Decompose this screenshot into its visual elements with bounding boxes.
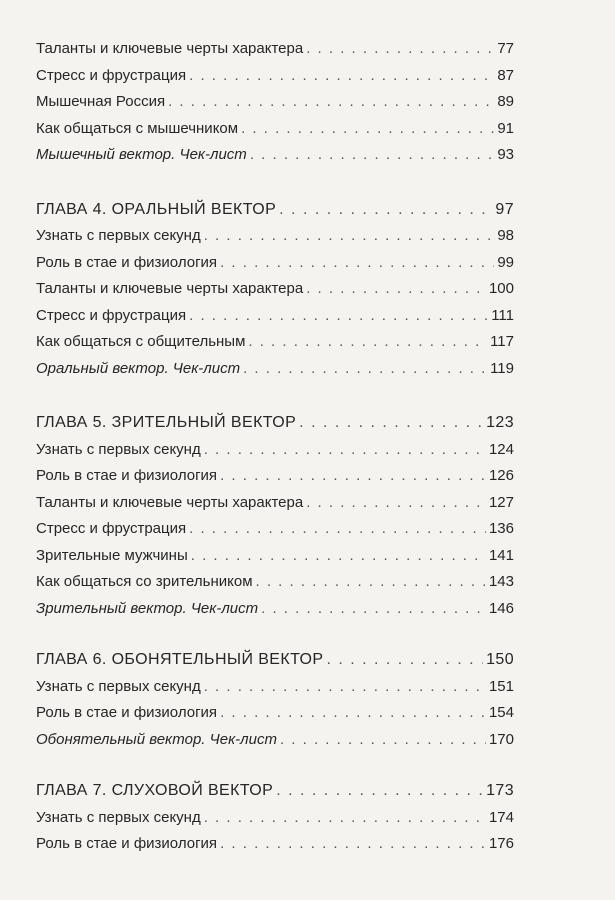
toc-entry-page: 126 xyxy=(488,467,514,484)
toc-entry-title: Как общаться со зрительником xyxy=(36,573,253,590)
toc-entry-page: 146 xyxy=(488,599,514,617)
toc-chapter-title: ГЛАВА 4. ОРАЛЬНЫЙ ВЕКТОР xyxy=(36,200,277,218)
toc-entry-page: 93 xyxy=(497,146,514,163)
toc-entry-page: 141 xyxy=(488,546,514,564)
toc-entry-page: 98 xyxy=(497,227,514,244)
toc-entry-title: Стресс и фрустрация xyxy=(36,520,187,537)
toc-entry-checklist xyxy=(36,356,514,383)
toc-entry-checklist xyxy=(36,727,514,754)
toc-entry-title: Таланты и ключевые черты характера xyxy=(36,280,304,297)
toc-entry xyxy=(36,805,514,832)
toc-entry-title: Как общаться с общительным xyxy=(36,333,246,350)
toc-entry-page: 97 xyxy=(495,200,514,218)
toc-entry-page: 176 xyxy=(488,835,514,852)
toc-entry xyxy=(36,700,514,727)
toc-entry-title: Роль в стае и физиология xyxy=(36,253,218,271)
toc-entry-title: Роль в стае и физиология xyxy=(36,467,218,484)
dot-leader xyxy=(168,89,494,116)
toc-entry-title: Стресс и фрустрация xyxy=(36,66,187,84)
toc-entry xyxy=(36,329,514,356)
toc-entry-page: 89 xyxy=(497,93,514,110)
toc-entry xyxy=(36,437,514,464)
toc-chapter-heading xyxy=(36,778,514,805)
toc-entry-title: Мышечная Россия xyxy=(36,93,166,110)
toc-entry-title: Роль в стае и физиология xyxy=(36,835,218,852)
toc-entry xyxy=(36,543,514,570)
section-gap xyxy=(36,753,514,778)
dot-leader xyxy=(280,727,486,754)
dot-leader xyxy=(220,700,486,727)
toc-entry xyxy=(36,276,514,303)
toc-entry-page: 87 xyxy=(497,66,514,84)
toc-entry-page: 100 xyxy=(488,280,514,297)
toc-chapter-title: ГЛАВА 5. ЗРИТЕЛЬНЫЙ ВЕКТОР xyxy=(36,414,297,431)
toc-entry-page: 124 xyxy=(488,440,514,458)
toc-entry xyxy=(36,569,514,596)
toc-chapter-title: ГЛАВА 6. ОБОНЯТЕЛЬНЫЙ ВЕКТОР xyxy=(36,651,324,668)
toc-chapter-heading xyxy=(36,647,514,674)
toc-entry-page: 143 xyxy=(488,573,514,590)
toc-entry-checklist xyxy=(36,142,514,169)
toc-entry-page: 154 xyxy=(488,704,514,721)
toc-entry-title: Узнать с первых секунд xyxy=(36,227,201,244)
dot-leader xyxy=(189,303,488,330)
toc-entry-checklist xyxy=(36,596,514,623)
toc-entry-title: Обонятельный вектор. Чек-лист xyxy=(36,730,277,748)
toc-entry-title: Зрительный вектор. Чек-лист xyxy=(36,599,259,617)
toc-entry-title: Узнать с первых секунд xyxy=(36,440,201,458)
toc-entry-page: 77 xyxy=(497,40,514,57)
toc-entry xyxy=(36,89,514,116)
dot-leader xyxy=(299,410,483,437)
toc-entry xyxy=(36,223,514,250)
toc-entry xyxy=(36,831,514,858)
toc-entry-page: 99 xyxy=(497,253,514,271)
toc-entry-page: 127 xyxy=(488,493,514,511)
toc-entry-title: Как общаться с мышечником xyxy=(36,119,239,137)
dot-leader xyxy=(220,831,486,858)
dot-leader xyxy=(326,647,483,674)
toc-entry-title: Мышечный вектор. Чек-лист xyxy=(36,146,247,163)
toc-entry-page: 170 xyxy=(488,730,514,748)
toc-entry xyxy=(36,63,514,90)
toc-entry-page: 111 xyxy=(491,306,514,324)
dot-leader xyxy=(279,197,492,224)
toc-entry-title: Стресс и фрустрация xyxy=(36,306,187,324)
dot-leader xyxy=(204,437,486,464)
section-gap xyxy=(36,622,514,647)
toc-entry-title: Таланты и ключевые черты характера xyxy=(36,493,304,511)
toc-entry-title: Узнать с первых секунд xyxy=(36,677,201,695)
toc-entry xyxy=(36,516,514,543)
toc-entry xyxy=(36,116,514,143)
toc-entry xyxy=(36,250,514,277)
table-of-contents xyxy=(36,36,514,858)
section-gap xyxy=(36,382,514,410)
dot-leader xyxy=(241,116,494,143)
dot-leader xyxy=(189,63,494,90)
toc-entry-page: 117 xyxy=(490,333,514,350)
dot-leader xyxy=(276,778,483,805)
toc-chapter-heading xyxy=(36,197,514,224)
section-gap xyxy=(36,169,514,197)
toc-entry xyxy=(36,303,514,330)
dot-leader xyxy=(261,596,486,623)
toc-entry-page: 173 xyxy=(486,782,514,799)
dot-leader xyxy=(204,805,486,832)
toc-chapter-title: ГЛАВА 7. СЛУХОВОЙ ВЕКТОР xyxy=(36,782,274,799)
toc-entry-page: 151 xyxy=(488,677,514,695)
toc-entry-title: Зрительные мужчины xyxy=(36,546,188,564)
dot-leader xyxy=(189,516,486,543)
toc-entry-page: 150 xyxy=(486,651,514,668)
dot-leader xyxy=(248,329,487,356)
toc-entry-page: 123 xyxy=(486,414,514,431)
toc-entry-page: 91 xyxy=(497,119,514,137)
dot-leader xyxy=(220,250,494,277)
dot-leader xyxy=(306,276,486,303)
toc-entry xyxy=(36,490,514,517)
toc-entry-page: 136 xyxy=(488,520,514,537)
dot-leader xyxy=(204,223,495,250)
toc-entry-title: Оральный вектор. Чек-лист xyxy=(36,359,241,377)
toc-entry-page: 119 xyxy=(490,359,514,377)
dot-leader xyxy=(250,142,495,169)
dot-leader xyxy=(191,543,486,570)
toc-entry xyxy=(36,674,514,701)
toc-entry-page: 174 xyxy=(488,808,514,826)
dot-leader xyxy=(243,356,487,383)
dot-leader xyxy=(256,569,486,596)
toc-chapter-heading xyxy=(36,410,514,437)
toc-entry-title: Роль в стае и физиология xyxy=(36,704,218,721)
toc-entry xyxy=(36,36,514,63)
toc-entry-title: Таланты и ключевые черты характера xyxy=(36,40,304,57)
toc-entry xyxy=(36,463,514,490)
dot-leader xyxy=(306,36,494,63)
toc-entry-title: Узнать с первых секунд xyxy=(36,808,201,826)
dot-leader xyxy=(204,674,486,701)
dot-leader xyxy=(306,490,486,517)
dot-leader xyxy=(220,463,486,490)
